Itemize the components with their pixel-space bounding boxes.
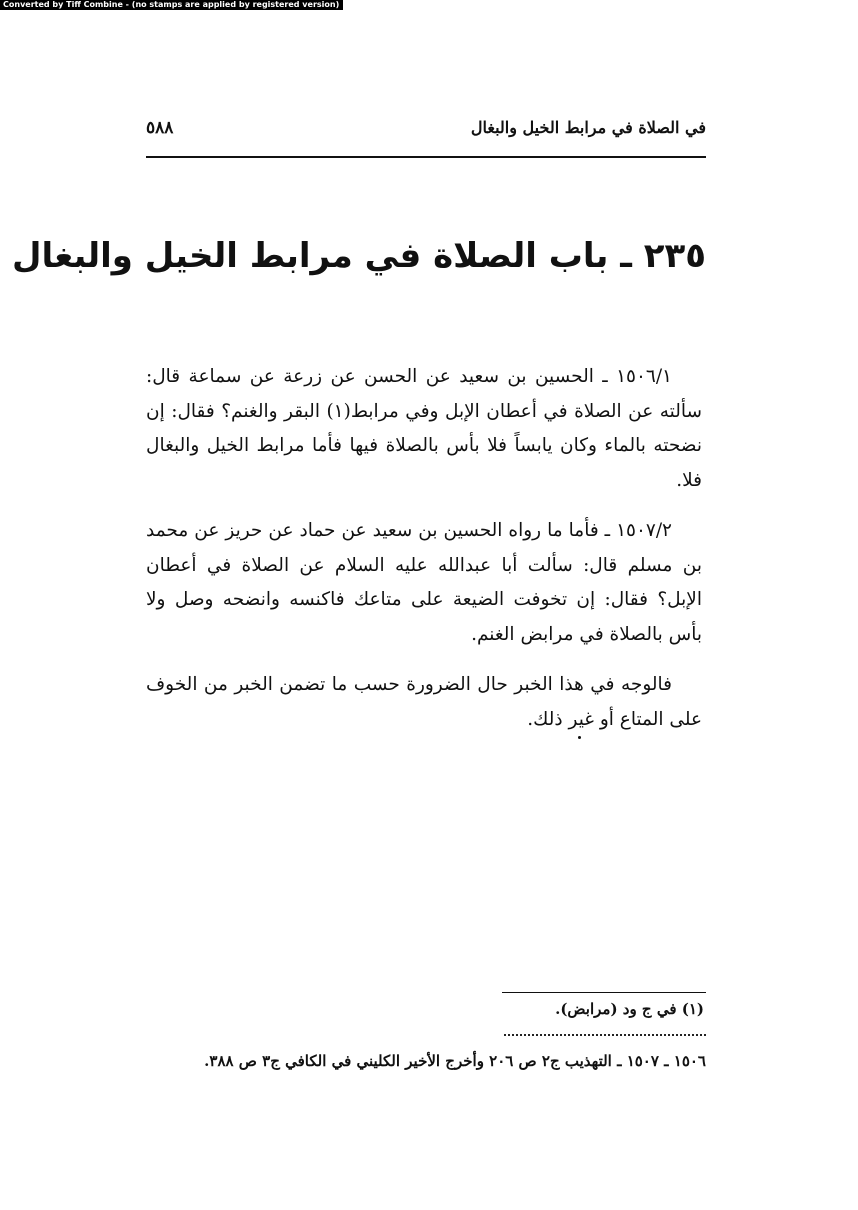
commentary-paragraph: فالوجه في هذا الخبر حال الضرورة حسب ما تضمن الخبر من الخوف على المتاع أو غير ذلك.: [146, 674, 702, 730]
chapter-title: ٢٣٥ ـ باب الصلاة في مرابط الخيل والبغال: [12, 236, 706, 276]
stray-dot-mark: [578, 736, 581, 739]
page-number: ٥٨٨: [146, 118, 174, 138]
footnote-rule: [502, 992, 706, 993]
running-header: [146, 116, 706, 146]
running-title: في الصلاة في مرابط الخيل والبغال: [470, 118, 706, 137]
footnote: (١) في ج ود (مرابض).: [555, 1000, 704, 1018]
body-text: [146, 360, 702, 753]
source-references: ١٥٠٦ ـ ١٥٠٧ ـ التهذيب ج٢ ص ٢٠٦ وأخرج الأخير الكليني في الكافي ج٣ ص ٣٨٨.: [204, 1052, 706, 1070]
hadith-paragraph-1507: ١٥٠٧/٢ ـ فأما ما رواه الحسين بن سعيد عن حماد عن حريز عن محمد بن مسلم قال: سألت أبا عبدالله عليه السلام عن الصلاة في أعطان الإبل؟ فقال: إن تخوفت الضيعة على متاعك فاكنسه وانضحه وصل ولا بأس بالصلاة في مرابض الغنم.: [146, 520, 702, 645]
dotted-separator: [504, 1034, 706, 1036]
conversion-watermark: Converted by Tiff Combine - (no stamps are applied by registered version): [0, 0, 343, 10]
hadith-paragraph-1506: ١٥٠٦/١ ـ الحسين بن سعيد عن الحسن عن زرعة عن سماعة قال: سألته عن الصلاة في أعطان الإبل وفي مرابط(١) البقر والغنم؟ فقال: إن نضحته بالماء وكان يابساً فلا بأس بالصلاة فيها فأما مرابط الخيل والبغال فلا.: [146, 366, 702, 491]
header-rule: [146, 156, 706, 158]
